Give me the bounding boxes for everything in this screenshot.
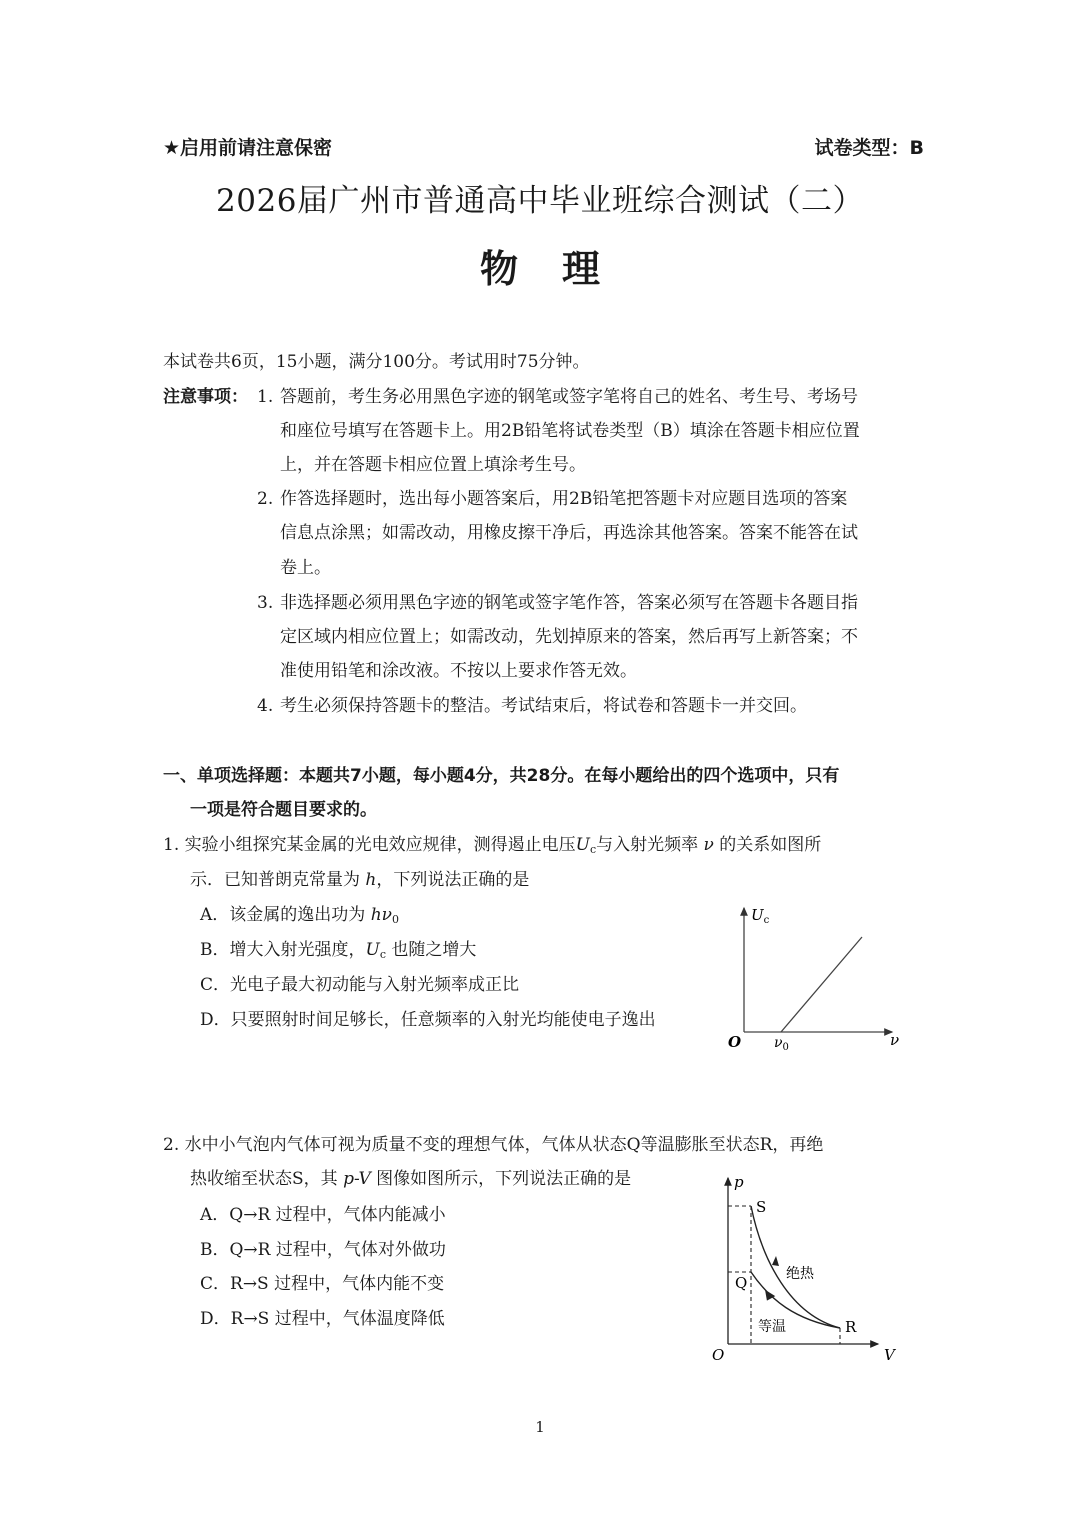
p-axis-label: p [734, 1173, 744, 1191]
origin-label: O [712, 1346, 725, 1364]
notes-label: 注意事项： [163, 387, 248, 407]
exam-title: 2026届广州市普通高中毕业班综合测试（二） [216, 183, 864, 219]
q1-option-d[interactable]: D．只要照射时间足够长，任意频率的入射光均能使电子逸出 [200, 1010, 656, 1030]
subject-title: 物理 [479, 247, 644, 291]
note-2-line-1: 作答选择题时，选出每小题答案后，用2B铅笔把答题卡对应题目选项的答案 [280, 489, 848, 509]
note-3-num: 3. [257, 593, 274, 613]
note-3-line-1: 非选择题必须用黑色字迹的钢笔或签字笔作答，答案必须写在答题卡各题目指 [280, 593, 858, 613]
q1-stem-line-1: 1. 实验小组探究某金属的光电效应规律，测得遏止电压$U_c$与入射光频率 ν 的关系如图所 [163, 835, 822, 856]
state-r-label: R [845, 1318, 857, 1336]
origin-label: O [728, 1033, 742, 1051]
v-axis-label: V [884, 1346, 895, 1364]
y-axis-label: $U_c$ [751, 906, 770, 926]
q2-option-b[interactable]: B．Q→R 过程中，气体对外做功 [200, 1240, 446, 1260]
adiabatic-arrow-icon [772, 1256, 779, 1266]
q2-stem-line-2: 热收缩至状态S，其 p-V 图像如图所示，下列说法正确的是 [190, 1169, 632, 1189]
note-2-line-3: 卷上。 [280, 558, 331, 578]
note-2-num: 2. [257, 489, 274, 509]
note-1-line-1: 答题前，考生务必用黑色字迹的钢笔或签字笔将自己的姓名、考生号、考场号 [280, 387, 858, 407]
section-1-heading-line-2: 一项是符合题目要求的。 [190, 800, 377, 820]
note-2-line-2: 信息点涂黑；如需改动，用橡皮擦干净后，再选涂其他答案。答案不能答在试 [280, 523, 858, 543]
section-1-heading-line-1: 一、单项选择题：本题共7小题，每小题4分，共28分。在每小题给出的四个选项中，只有 [163, 766, 840, 786]
uc-line [781, 937, 862, 1032]
q2-option-a[interactable]: A．Q→R 过程中，气体内能减小 [200, 1205, 446, 1225]
q1-option-a[interactable]: A．该金属的逸出功为 $h\nu_0$ [200, 905, 399, 926]
q1-number: 1. [163, 835, 180, 855]
q1-uc-nu-graph [720, 895, 920, 1055]
nu0-label: $\nu_0$ [774, 1035, 789, 1053]
q2-pv-diagram [700, 1170, 910, 1370]
note-4-num: 4. [257, 696, 274, 716]
isothermal-label: 等温 [758, 1319, 786, 1335]
x-axis-label: ν [890, 1031, 900, 1049]
note-3-line-3: 准使用铅笔和涂改液。不按以上要求作答无效。 [280, 661, 637, 681]
q1-option-c[interactable]: C．光电子最大初动能与入射光频率成正比 [200, 975, 520, 995]
intro-text: 本试卷共6页，15小题，满分100分。考试用时75分钟。 [163, 352, 590, 372]
note-4-line-1: 考生必须保持答题卡的整洁。考试结束后，将试卷和答题卡一并交回。 [280, 696, 807, 716]
q1-stem-line-2: 示．已知普朗克常量为 h，下列说法正确的是 [190, 870, 530, 890]
note-1-num: 1. [257, 387, 274, 407]
note-3-line-2: 定区域内相应位置上；如需改动，先划掉原来的答案，然后再写上新答案；不 [280, 627, 858, 647]
page-number: 1 [535, 1418, 545, 1436]
q2-stem-line-1: 2. 水中小气泡内气体可视为质量不变的理想气体，气体从状态Q等温膨胀至状态R，再绝 [163, 1135, 824, 1155]
q2-option-c[interactable]: C．R→S 过程中，气体内能不变 [200, 1274, 445, 1294]
paper-type: 试卷类型：B [814, 137, 924, 159]
note-1-line-2: 和座位号填写在答题卡上。用2B铅笔将试卷类型（B）填涂在答题卡相应位置 [280, 421, 860, 441]
adiabatic-label: 绝热 [786, 1266, 814, 1282]
q1-option-b[interactable]: B．增大入射光强度，$U_c$ 也随之增大 [200, 940, 477, 961]
state-q-label: Q [735, 1274, 748, 1292]
note-1-line-3: 上，并在答题卡相应位置上填涂考生号。 [280, 455, 586, 475]
q2-option-d[interactable]: D．R→S 过程中，气体温度降低 [200, 1309, 445, 1329]
state-s-label: S [756, 1198, 767, 1216]
q2-number: 2. [163, 1135, 180, 1155]
confidential-notice: ★启用前请注意保密 [163, 137, 333, 159]
